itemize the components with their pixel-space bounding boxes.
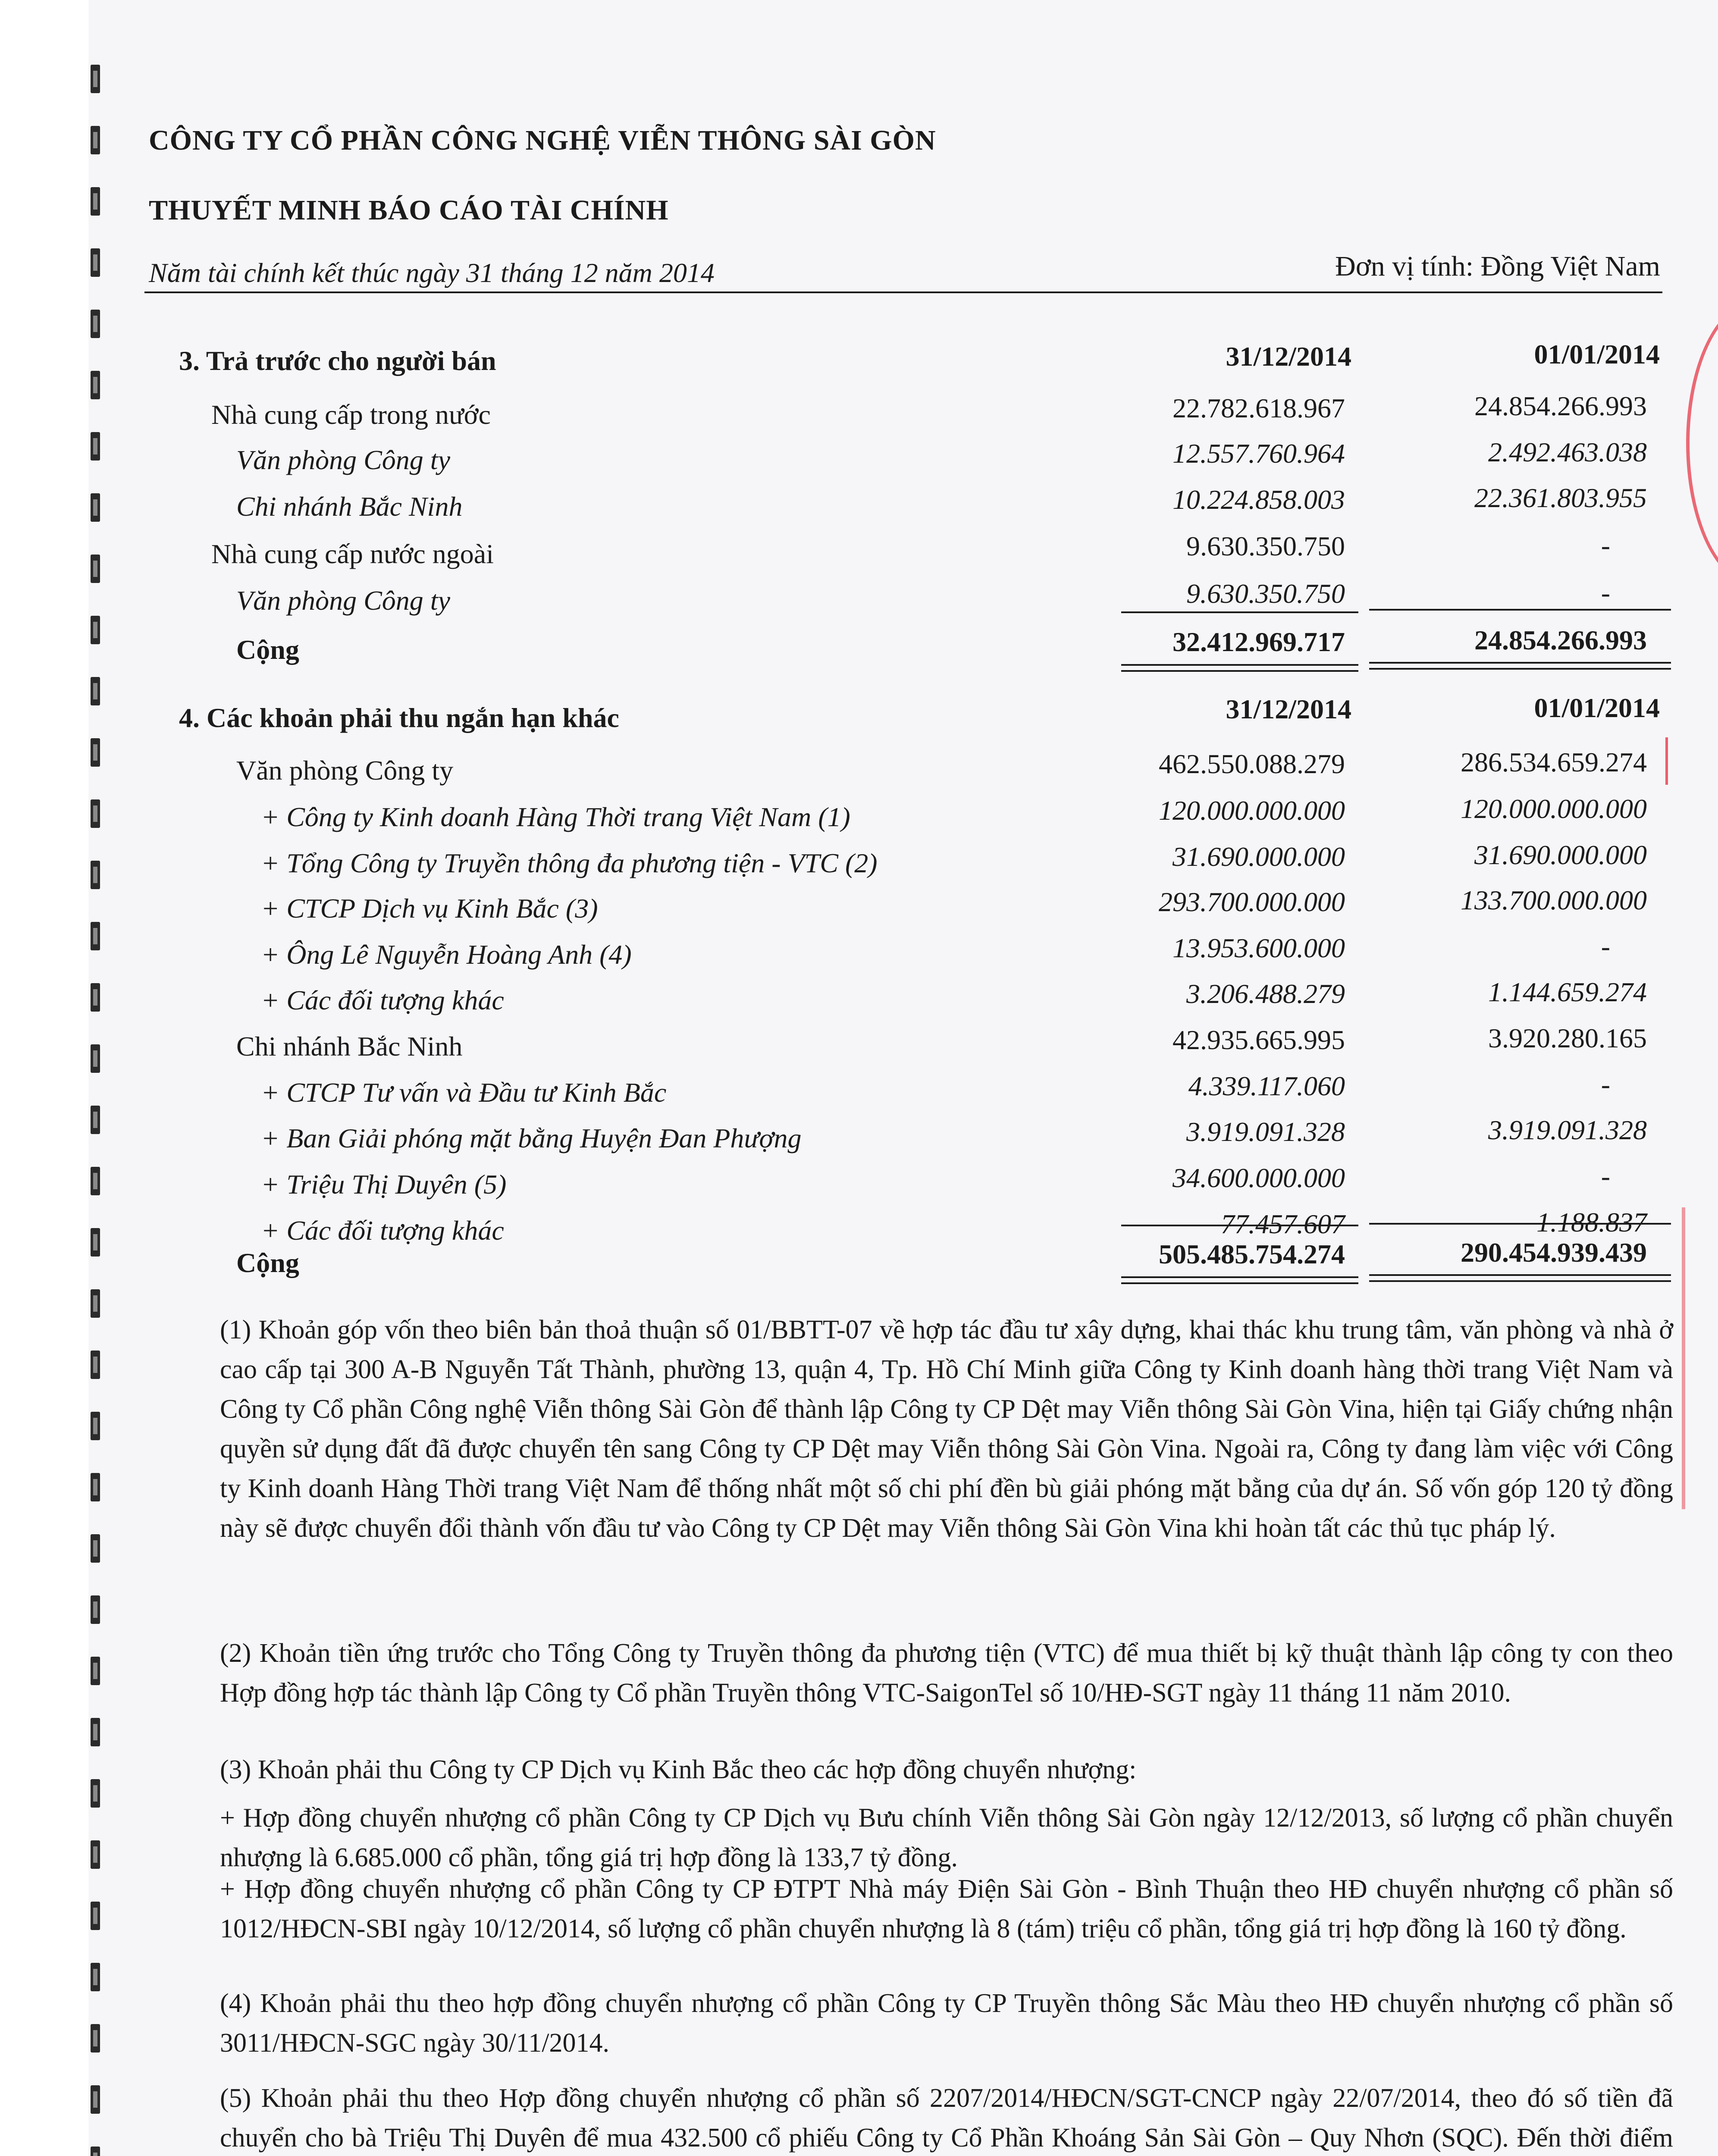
total-label: Cộng <box>236 1247 299 1278</box>
table-cell: 22.782.618.967 <box>1173 393 1345 423</box>
table-row-label: + Các đối tượng khác <box>261 1215 504 1246</box>
binder-margin <box>0 0 88 2156</box>
section-3-title: 3. Trả trước cho người bán <box>179 345 496 376</box>
company-name: CÔNG TY CỔ PHẦN CÔNG NGHỆ VIỄN THÔNG SÀI GÒN <box>149 125 936 156</box>
table-row-label: + Công ty Kinh doanh Hàng Thời trang Việt Nam (1) <box>261 802 850 832</box>
subtotal-rule <box>1121 611 1358 613</box>
note-3b: + Hợp đồng chuyển nhượng cổ phần Công ty CP ĐTPT Nhà máy Điện Sài Gòn - Bình Thuận theo HĐ chuyển nhượng cổ phần số 1012/HĐCN-SBI ngày 10/12/2014, số lượng cổ phần chuyển nhượng là 8 (tám) triệu cổ phần, tổng giá trị hợp đồng là 160 tỷ đồng. <box>220 1874 1673 1943</box>
table-row-label: Chi nhánh Bắc Ninh <box>236 1031 463 1062</box>
table-cell: 9.630.350.750 <box>1186 578 1345 609</box>
red-pen-mark <box>1682 1207 1685 1509</box>
table-cell: - <box>1601 1069 1610 1100</box>
total-double-rule <box>1369 1274 1671 1282</box>
binder-hole <box>91 248 100 277</box>
table-cell: 9.630.350.750 <box>1186 531 1345 561</box>
table-cell: 293.700.000.000 <box>1159 887 1345 917</box>
binder-hole <box>91 310 100 338</box>
table-row-label: + CTCP Dịch vụ Kinh Bắc (3) <box>261 893 598 924</box>
binder-hole <box>91 1044 100 1073</box>
binder-hole <box>91 432 100 461</box>
binder-hole <box>91 1473 100 1501</box>
table-row-label: + Tổng Công ty Truyền thông đa phương tiện - VTC (2) <box>261 848 878 878</box>
section-4-col-2014-end: 31/12/2014 <box>1226 694 1351 724</box>
binder-hole <box>91 2024 100 2053</box>
table-cell: 3.919.091.328 <box>1488 1115 1647 1145</box>
table-row-label: + CTCP Tư vấn và Đầu tư Kinh Bắc <box>261 1077 667 1108</box>
binder-hole <box>91 677 100 705</box>
table-cell: 12.557.760.964 <box>1173 438 1345 469</box>
table-cell: - <box>1601 1161 1610 1191</box>
binder-hole <box>91 1412 100 1440</box>
binder-hole <box>91 1106 100 1134</box>
section-3-col-2014-start: 01/01/2014 <box>1534 339 1660 370</box>
table-row-label: Văn phòng Công ty <box>236 445 450 475</box>
note-1: (1) Khoản góp vốn theo biên bản thoả thuận số 01/BBTT-07 về hợp tác đầu tư xây dựng, khai thác khu trung tâm, văn phòng và nhà ở cao cấp tại 300 A-B Nguyễn Tất Thành, phường 13, quận 4, Tp. Hồ Chí Minh giữa Công ty Kinh doanh hàng thời trang Việt Nam và Công ty Cổ phần Công nghệ Viễn thông Sài Gòn để thành lập Công ty CP Dệt may Viễn thông Sài Gòn Vina, hiện tại Giấy chứng nhận quyền sử dụng đất đã được chuyển tên sang Công ty CP Dệt may Viễn thông Sài Gòn Vina. Ngoài ra, Công ty đang làm việc với Công ty Kinh doanh Hàng Thời trang Việt Nam để thống nhất một số chi phí đền bù giải phóng mặt bằng của dự án. Số vốn góp 120 tỷ đồng này sẽ được chuyển đổi thành vốn đầu tư vào Công ty CP Dệt may Viễn thông Sài Gòn Vina khi hoàn tất các thủ tục pháp lý. <box>220 1315 1673 1543</box>
table-cell: 2.492.463.038 <box>1488 437 1647 467</box>
table-cell: 42.935.665.995 <box>1173 1025 1345 1055</box>
binder-hole <box>91 616 100 644</box>
binder-hole <box>91 1902 100 1930</box>
table-cell: 3.919.091.328 <box>1186 1116 1345 1147</box>
table-cell: 133.700.000.000 <box>1461 885 1647 915</box>
binder-hole <box>91 1963 100 1991</box>
binder-hole <box>91 493 100 522</box>
binder-hole <box>91 1351 100 1379</box>
red-pen-mark <box>1665 737 1668 785</box>
binder-hole <box>91 799 100 828</box>
table-row-label: + Ban Giải phóng mặt bằng Huyện Đan Phượng <box>261 1123 802 1153</box>
binder-hole <box>91 2147 100 2156</box>
binder-hole <box>91 1718 100 1746</box>
total-cell: 24.854.266.993 <box>1474 625 1647 655</box>
table-row-label: Nhà cung cấp nước ngoài <box>211 539 494 569</box>
binder-hole <box>91 1840 100 1869</box>
total-double-rule <box>1121 664 1358 672</box>
table-cell: 34.600.000.000 <box>1173 1163 1345 1193</box>
table-cell: 22.361.803.955 <box>1474 483 1647 513</box>
binder-hole <box>91 1534 100 1563</box>
section-3-col-2014-end: 31/12/2014 <box>1226 341 1351 372</box>
binder-hole <box>91 1228 100 1257</box>
binder-hole <box>91 1167 100 1195</box>
subtotal-rule <box>1121 1225 1358 1226</box>
note-3: (3) Khoản phải thu Công ty CP Dịch vụ Kinh Bắc theo các hợp đồng chuyển nhượng: <box>220 1755 1137 1784</box>
note-4: (4) Khoản phải thu theo hợp đồng chuyển nhượng cổ phần Công ty CP Truyền thông Sắc Màu theo HĐ chuyển nhượng cổ phần số 3011/HĐCN-SGC ngày 30/11/2014. <box>220 1989 1673 2058</box>
binder-hole <box>91 65 100 93</box>
table-cell: 3.206.488.279 <box>1186 978 1345 1009</box>
note-2: (2) Khoản tiền ứng trước cho Tổng Công ty Truyền thông đa phương tiện (VTC) để mua thiết bị kỹ thuật thành lập công ty con theo Hợp đồng hợp tác thành lập Công ty Cổ phần Truyền thông VTC-SaigonTel số 10/HĐ-SGT ngày 11 tháng 11 năm 2010. <box>220 1639 1673 1708</box>
table-row-label: Văn phòng Công ty <box>236 585 450 616</box>
fiscal-period: Năm tài chính kết thúc ngày 31 tháng 12 năm 2014 <box>149 257 715 288</box>
table-cell: 120.000.000.000 <box>1461 793 1647 824</box>
header-divider <box>144 291 1662 293</box>
table-row-label: + Triệu Thị Duyên (5) <box>261 1169 507 1200</box>
binder-hole <box>91 2085 100 2114</box>
table-cell: 120.000.000.000 <box>1159 795 1345 826</box>
binder-hole <box>91 1779 100 1808</box>
table-cell: - <box>1601 577 1610 608</box>
section-4-col-2014-start: 01/01/2014 <box>1534 693 1660 723</box>
table-cell: 10.224.858.003 <box>1173 484 1345 515</box>
binder-hole <box>91 1657 100 1685</box>
table-cell: - <box>1601 530 1610 561</box>
table-cell: 1.144.659.274 <box>1488 977 1647 1007</box>
table-row-label: + Ông Lê Nguyễn Hoàng Anh (4) <box>261 939 632 970</box>
table-row-label: Văn phòng Công ty <box>236 755 454 786</box>
table-cell: 3.920.280.165 <box>1488 1023 1647 1053</box>
total-double-rule <box>1121 1276 1358 1284</box>
table-cell: 77.457.607 <box>1221 1209 1345 1239</box>
binder-hole <box>91 1595 100 1624</box>
total-cell: 505.485.754.274 <box>1159 1239 1345 1269</box>
total-cell: 32.412.969.717 <box>1173 627 1345 657</box>
total-cell: 290.454.939.439 <box>1461 1237 1647 1268</box>
table-cell: 31.690.000.000 <box>1474 840 1647 870</box>
table-row-label: Nhà cung cấp trong nước <box>211 399 491 430</box>
table-cell: 13.953.600.000 <box>1173 933 1345 963</box>
binder-hole <box>91 922 100 950</box>
binder-hole <box>91 371 100 399</box>
table-cell: - <box>1601 931 1610 962</box>
binder-hole <box>91 861 100 889</box>
note-3a: + Hợp đồng chuyển nhượng cổ phần Công ty CP Dịch vụ Bưu chính Viễn thông Sài Gòn ngày 12/12/2013, số lượng cổ phần chuyển nhượng là 6.685.000 cổ phần, tổng giá trị hợp đồng là 133,7 tỷ đồng. <box>220 1803 1673 1872</box>
subtotal-rule <box>1369 1223 1671 1225</box>
binder-hole <box>91 1289 100 1318</box>
table-row-label: + Các đối tượng khác <box>261 985 504 1015</box>
table-cell: 286.534.659.274 <box>1461 747 1647 777</box>
table-cell: 31.690.000.000 <box>1173 841 1345 872</box>
note-5: (5) Khoản phải thu theo Hợp đồng chuyển nhượng cổ phần số 2207/2014/HĐCN/SGT-CNCP ngày 22/07/2014, theo đó số tiền đã chuyển cho bà Triệu Thị Duyên để mua 432.500 cổ phiếu Công ty Cổ Phần Khoáng Sản Sài Gòn – Quy Nhơn (SQC). Đến thời điểm <box>220 2084 1673 2153</box>
document-title: THUYẾT MINH BÁO CÁO TÀI CHÍNH <box>149 194 669 226</box>
table-cell: 24.854.266.993 <box>1474 391 1647 421</box>
section-4-title: 4. Các khoản phải thu ngắn hạn khác <box>179 702 619 733</box>
table-cell: 462.550.088.279 <box>1159 749 1345 779</box>
binder-hole <box>91 126 100 154</box>
total-double-rule <box>1369 662 1671 670</box>
table-cell: 4.339.117.060 <box>1188 1071 1345 1101</box>
binder-hole <box>91 187 100 216</box>
subtotal-rule <box>1369 609 1671 611</box>
table-cell: 1.188.837 <box>1536 1207 1647 1238</box>
binder-hole <box>91 983 100 1012</box>
binder-hole <box>91 738 100 767</box>
currency-unit: Đơn vị tính: Đồng Việt Nam <box>1335 251 1660 282</box>
total-label: Cộng <box>236 634 299 665</box>
binder-hole <box>91 555 100 583</box>
table-row-label: Chi nhánh Bắc Ninh <box>236 491 463 522</box>
